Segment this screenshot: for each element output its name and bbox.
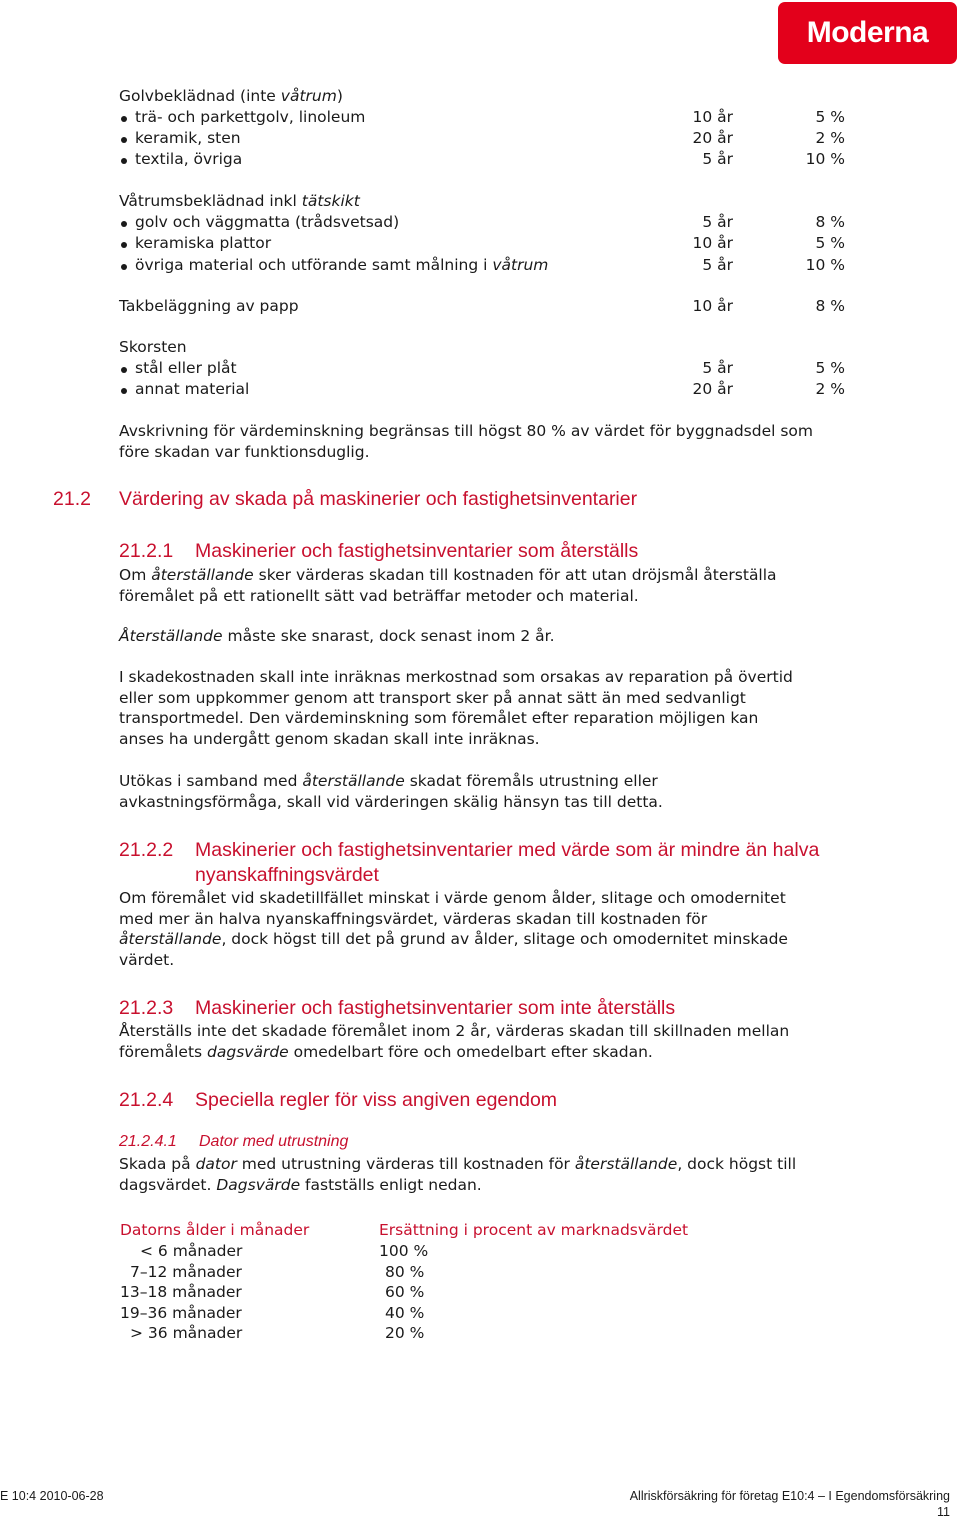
depreciation-note: Avskrivning för värdeminskning begränsas till högst 80 % av värdet för byggnadsdel som före skadan var funktionsduglig.	[119, 422, 813, 461]
subsection-title-continued: nyanskaffningsvärdet	[195, 864, 379, 886]
table-header-age: Datorns ålder i månader	[120, 1221, 310, 1239]
wetroom-row: keramiska plattor 10 år 5 %	[119, 234, 879, 254]
paragraph: Skada på dator med utrustning värderas till kostnaden för återställande, dock högst till dagsvärdet. Dagsvärde fastställs enligt nedan.	[119, 1155, 797, 1194]
subsection-title: Maskinerier och fastighetsinventarier med värde som är mindre än halva	[195, 839, 820, 861]
floor-row: trä- och parkettgolv, linoleum 10 år 5 %	[119, 108, 879, 128]
table-cell-age: 7–12 månader	[130, 1263, 242, 1281]
paragraph: Om föremålet vid skadetillfället minskat i värde genom ålder, slitage och omodernitet med mer än halva nyanskaffningsvärdet, värderas skadan till kostnaden för återställande, dock högst till det på grund av ålder, slitage och omodernitet minskade värdet.	[119, 889, 788, 970]
wetroom-heading: Våtrumsbeklädnad inkl tätskikt	[119, 192, 360, 210]
floor-heading: Golvbeklädnad (inte våtrum)	[119, 87, 343, 105]
section-number: 21.2	[53, 488, 91, 510]
chimney-heading: Skorsten	[119, 338, 187, 356]
paragraph: Utökas i samband med återställande skadat föremåls utrustning eller avkastningsförmåga, skall vid värderingen skälig hänsyn tas till detta.	[119, 772, 663, 811]
subsection-number: 21.2.2	[119, 839, 174, 861]
table-cell-percent: 80 %	[385, 1263, 425, 1281]
paragraph: I skadekostnaden skall inte inräknas merkostnad som orsakas av reparation på övertid eller som uppkommer genom att transport sker på annat sätt än med sedvanligt transportmedel. Den värdeminskning som föremålet efter reparation möjligen kan anses ha undergått genom skadan skall inte inräknas.	[119, 668, 793, 749]
footer-left: E 10:4 2010-06-28	[0, 1489, 104, 1503]
section-title: Värdering av skada på maskinerier och fastighetsinventarier	[119, 488, 638, 510]
table-cell-age: 13–18 månader	[120, 1283, 242, 1301]
moderna-logo: Moderna	[778, 2, 957, 64]
floor-row: textila, övriga 5 år 10 %	[119, 150, 879, 170]
subsection-title: Speciella regler för viss angiven egendom	[195, 1089, 558, 1111]
table-cell-percent: 20 %	[385, 1324, 425, 1342]
subsection-number: 21.2.1	[119, 540, 174, 562]
wetroom-row: övriga material och utförande samt målning i våtrum 5 år 10 %	[119, 256, 879, 276]
table-header-percent: Ersättning i procent av marknadsvärdet	[379, 1221, 689, 1239]
table-cell-age: < 6 månader	[140, 1242, 243, 1260]
table-cell-percent: 60 %	[385, 1283, 425, 1301]
footer-right: Allriskförsäkring för företag E10:4 – I Egendomsförsäkring	[629, 1489, 950, 1503]
table-cell-percent: 100 %	[379, 1242, 429, 1260]
subsection-title: Maskinerier och fastighetsinventarier som inte återställs	[195, 997, 676, 1019]
chimney-row: annat material 20 år 2 %	[119, 380, 879, 400]
chimney-row: stål eller plåt 5 år 5 %	[119, 359, 879, 379]
table-cell-age: > 36 månader	[130, 1324, 243, 1342]
floor-row: keramik, sten 20 år 2 %	[119, 129, 879, 149]
paragraph: Om återställande sker värderas skadan till kostnaden för att utan dröjsmål återställa föremålet på ett rationellt sätt vad beträffar metoder och material.	[119, 566, 777, 605]
table-cell-age: 19–36 månader	[120, 1304, 242, 1322]
paragraph: Återställs inte det skadade föremålet inom 2 år, värderas skadan till skillnaden mellan föremålets dagsvärde omedelbart före och omedelbart efter skadan.	[119, 1022, 790, 1061]
subsubsection-title: Dator med utrustning	[199, 1133, 349, 1150]
roof-row: Takbeläggning av papp 10 år 8 %	[119, 297, 845, 315]
subsection-title: Maskinerier och fastighetsinventarier som återställs	[195, 540, 639, 562]
paragraph: Återställande måste ske snarast, dock senast inom 2 år.	[119, 627, 555, 645]
subsection-number: 21.2.3	[119, 997, 174, 1019]
subsubsection-number: 21.2.4.1	[119, 1133, 177, 1150]
subsection-number: 21.2.4	[119, 1089, 174, 1111]
page-number: 11	[937, 1505, 950, 1519]
wetroom-row: golv och väggmatta (trådsvetsad) 5 år 8 %	[119, 213, 879, 233]
table-cell-percent: 40 %	[385, 1304, 425, 1322]
